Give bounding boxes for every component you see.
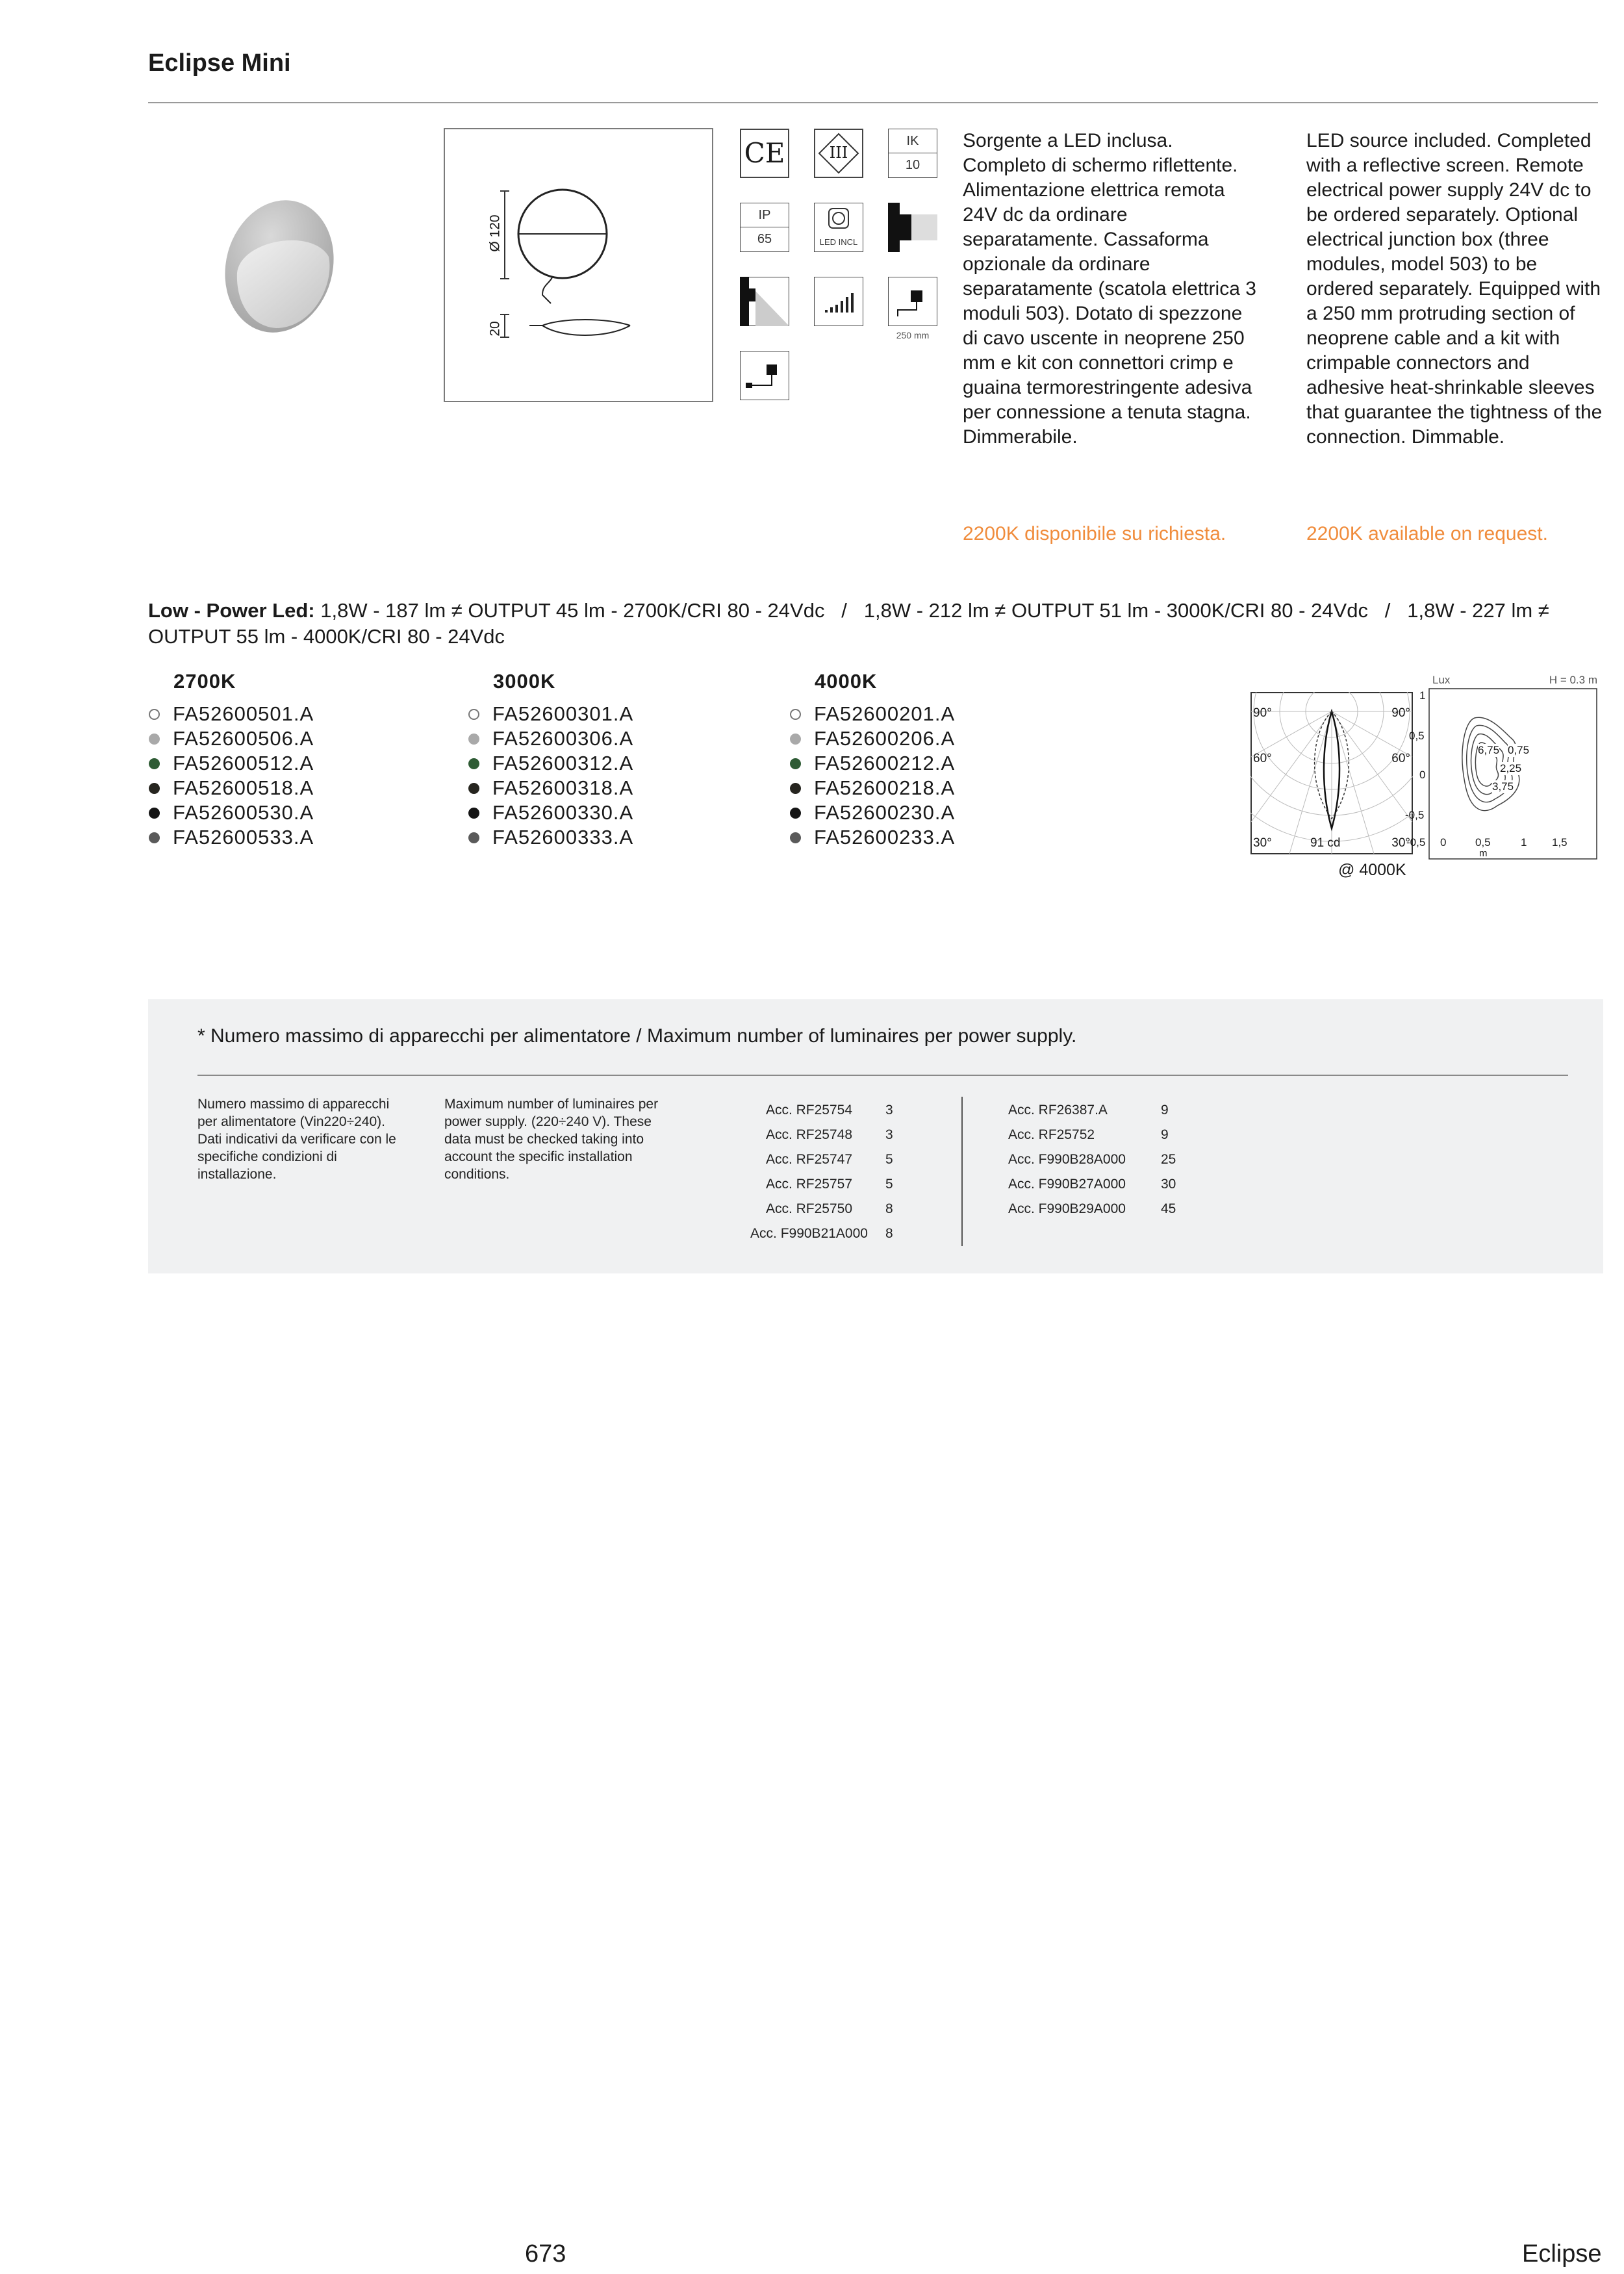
codes-list-2700k — [149, 702, 314, 850]
low-power-specs — [148, 598, 1598, 650]
column-head-3000k: 3000K — [493, 670, 556, 693]
color-swatch-icon — [149, 832, 160, 843]
accessory-quantity: 8 — [885, 1201, 893, 1216]
color-swatch-icon — [149, 783, 160, 794]
codes-list-4000k — [790, 702, 955, 850]
led-included-icon: LED INCL — [814, 203, 863, 252]
color-swatch-icon — [468, 758, 479, 769]
code-label: FA52600333.A — [492, 826, 634, 849]
panel-note: * Numero massimo di apparecchi per alimentatore / Maximum number of luminaires per power supply. — [197, 1025, 1077, 1047]
color-swatch-icon — [149, 758, 160, 769]
accessory-name: Acc. RF25752 — [1008, 1127, 1095, 1142]
polar-diagram — [1250, 692, 1413, 854]
code-item — [790, 702, 955, 726]
code-label: FA52600233.A — [814, 826, 956, 849]
code-label: FA52600230.A — [814, 801, 956, 824]
accessory-name: Acc. RF26387.A — [1008, 1103, 1108, 1118]
color-swatch-icon — [468, 709, 479, 720]
ce-icon: CE — [740, 129, 789, 178]
availability-note-english: 2200K available on request. — [1306, 523, 1548, 544]
accessory-row — [733, 1172, 893, 1197]
code-label: FA52600318.A — [492, 776, 634, 799]
codes-list-3000k — [468, 702, 633, 850]
accessory-list-right — [1008, 1098, 1176, 1221]
accessory-name: Acc. RF25747 — [765, 1152, 853, 1167]
accessory-quantity: 9 — [1161, 1103, 1169, 1118]
accessory-name: Acc. F990B28A000 — [1008, 1152, 1126, 1167]
accessory-list-left — [733, 1098, 893, 1246]
panel-text-english: Maximum number of luminaires per power supply. (220÷240 V). These data must be checked taking into account the specific installation conditions. — [444, 1097, 659, 1182]
photometry-caption: @ 4000K — [1338, 861, 1406, 879]
power-supply-icon — [740, 351, 789, 400]
color-swatch-icon — [149, 734, 160, 745]
accessory-separator — [961, 1097, 963, 1246]
accessory-row — [1008, 1098, 1176, 1123]
cable-icon — [888, 277, 937, 326]
code-item — [468, 776, 633, 800]
accessory-quantity: 30 — [1161, 1177, 1176, 1192]
code-label: FA52600501.A — [173, 702, 314, 725]
availability-note-italian: 2200K disponibile su richiesta. — [963, 523, 1226, 544]
code-label: FA52600301.A — [492, 702, 634, 725]
isolux-y-0: 0 — [1419, 769, 1426, 781]
column-head-4000k: 4000K — [815, 670, 878, 693]
ip-rating-icon: IP 65 — [740, 203, 789, 252]
description-italian: Sorgente a LED inclusa. Completo di schermo riflettente. Alimentazione elettrica remota 24V dc da ordinare separatamente. Cassaforma opzionale da ordinare separatamente (scatola elettrica 3 moduli 503). Dotato di spezzone di cavo uscente in neoprene 250 mm e kit con connettori crimp e guaina termorestringente adesiva per connessione a tenuta stagna. Dimmerabile. — [963, 130, 1256, 448]
ik-rating-icon: IK 10 — [888, 129, 937, 178]
polar-30-left: 30° — [1253, 836, 1272, 850]
column-head-2700k: 2700K — [173, 670, 236, 693]
code-label: FA52600330.A — [492, 801, 634, 824]
accessory-name: Acc. F990B21A000 — [750, 1226, 868, 1241]
polar-60-right: 60° — [1391, 752, 1410, 765]
title-divider — [148, 102, 1598, 103]
code-label: FA52600312.A — [492, 752, 634, 774]
accessory-name: Acc. F990B29A000 — [1008, 1201, 1126, 1216]
accessory-name: Acc. RF25754 — [765, 1103, 853, 1118]
isolux-x-15: 1,5 — [1552, 836, 1567, 849]
code-label: FA52600306.A — [492, 727, 634, 750]
code-item — [790, 776, 955, 800]
code-item — [790, 726, 955, 751]
isolux-contour-675: 6,75 — [1478, 744, 1500, 756]
low-power-text: 1,8W - 187 lm ≠ OUTPUT 45 lm - 2700K/CRI 80 - 24Vdc / 1,8W - 212 lm ≠ OUTPUT 51 lm - 3000K/CRI 80 - 24Vdc / 1,8W - 227 lm ≠ OUTPUT 55 lm - 4000K/CRI 80 - 24Vdc — [148, 599, 1555, 648]
accessory-quantity: 3 — [885, 1127, 893, 1142]
section-name: Eclipse — [1522, 2240, 1602, 2268]
polar-60-left: 60° — [1253, 752, 1272, 765]
accessory-name: Acc. RF25757 — [765, 1177, 853, 1192]
accessory-name: Acc. RF25750 — [765, 1201, 853, 1216]
color-swatch-icon — [790, 832, 801, 843]
color-swatch-icon — [790, 709, 801, 720]
code-label: FA52600530.A — [173, 801, 314, 824]
polar-30-right: 30° — [1391, 836, 1410, 850]
code-label: FA52600518.A — [173, 776, 314, 799]
code-item — [149, 726, 314, 751]
accessory-row — [1008, 1147, 1176, 1172]
accessory-row — [733, 1197, 893, 1221]
page-title: Eclipse Mini — [148, 49, 291, 77]
code-label: FA52600512.A — [173, 752, 314, 774]
code-item — [468, 751, 633, 776]
diameter-label: Ø 120 — [487, 214, 503, 252]
accessory-row — [1008, 1172, 1176, 1197]
isolux-diagram — [1393, 672, 1601, 874]
color-swatch-icon — [790, 734, 801, 745]
color-swatch-icon — [790, 783, 801, 794]
light-emission-icon — [740, 277, 789, 326]
accessory-quantity: 25 — [1161, 1152, 1176, 1167]
accessory-row — [733, 1147, 893, 1172]
low-power-label: Low - Power Led: — [148, 599, 315, 622]
power-supply-panel — [148, 999, 1603, 1273]
code-item — [149, 825, 314, 850]
code-item — [468, 702, 633, 726]
isolux-y-05: 0,5 — [1409, 730, 1425, 742]
isolux-contour-075: 0,75 — [1508, 744, 1530, 756]
code-item — [790, 751, 955, 776]
color-swatch-icon — [468, 783, 479, 794]
isolux-x-0: 0 — [1440, 836, 1447, 849]
product-photo — [214, 188, 344, 344]
color-swatch-icon — [790, 758, 801, 769]
color-swatch-icon — [149, 808, 160, 819]
color-swatch-icon — [790, 808, 801, 819]
accessory-row — [733, 1123, 893, 1147]
description-english: LED source included. Completed with a reflective screen. Remote electrical power supply 24V dc to be ordered separately. Optional electrical junction box (three modules, model 503) to be ordered separately. Equipped with a 250 mm protruding section of neoprene cable and a kit with crimpable connectors and adhesive heat-shrinkable sleeves that guarantee the tightness of the connection. Dimmable. — [1306, 130, 1603, 448]
depth-label: 20 — [487, 321, 503, 337]
accessory-quantity: 9 — [1161, 1127, 1169, 1142]
accessory-quantity: 45 — [1161, 1201, 1176, 1216]
recessed-mount-icon — [888, 203, 937, 252]
code-item — [468, 726, 633, 751]
polar-90-right: 90° — [1391, 706, 1410, 720]
technical-drawing — [444, 128, 713, 402]
accessory-quantity: 3 — [885, 1103, 893, 1118]
accessory-row — [733, 1098, 893, 1123]
accessory-quantity: 5 — [885, 1152, 893, 1167]
code-label: FA52600218.A — [814, 776, 956, 799]
polar-intensity: 91 cd — [1310, 836, 1341, 850]
code-label: FA52600533.A — [173, 826, 314, 849]
panel-divider — [197, 1075, 1568, 1076]
isolux-contour-225: 2,25 — [1500, 762, 1522, 774]
panel-text-italian: Numero massimo di apparecchi per alimentatore (Vin220÷240). Dati indicativi da verificare con le specifiche condizioni di installazione. — [197, 1097, 396, 1182]
code-item — [790, 825, 955, 850]
isolux-x-05: 0,5 — [1475, 836, 1491, 849]
code-item — [149, 800, 314, 825]
code-item — [149, 751, 314, 776]
accessory-quantity: 5 — [885, 1177, 893, 1192]
code-item — [468, 800, 633, 825]
code-item — [149, 776, 314, 800]
cable-length-label: 250 mm — [896, 330, 930, 340]
code-label: FA52600506.A — [173, 727, 314, 750]
isolux-unit: Lux — [1432, 674, 1451, 686]
code-label: FA52600201.A — [814, 702, 956, 725]
code-item — [468, 825, 633, 850]
isolux-contour-375: 3,75 — [1492, 780, 1514, 793]
dimmable-icon — [814, 277, 863, 326]
color-swatch-icon — [149, 709, 160, 720]
accessory-row — [1008, 1197, 1176, 1221]
code-label: FA52600206.A — [814, 727, 956, 750]
accessory-name: Acc. RF25748 — [765, 1127, 853, 1142]
polar-90-left: 90° — [1253, 706, 1272, 720]
isolux-y-1: 1 — [1419, 689, 1426, 702]
color-swatch-icon — [468, 808, 479, 819]
accessory-name: Acc. F990B27A000 — [1008, 1177, 1126, 1192]
accessory-quantity: 8 — [885, 1226, 893, 1241]
isolux-x-unit: m — [1479, 848, 1488, 859]
accessory-row — [1008, 1123, 1176, 1147]
code-item — [790, 800, 955, 825]
isolux-x-m05: -0,5 — [1406, 836, 1426, 849]
isolux-x-1: 1 — [1521, 836, 1527, 849]
color-swatch-icon — [468, 734, 479, 745]
accessory-row — [733, 1221, 893, 1246]
isolux-y-m05: -0,5 — [1405, 809, 1425, 821]
isolux-height: H = 0.3 m — [1549, 674, 1597, 686]
class-iii-icon: III — [814, 129, 863, 178]
color-swatch-icon — [468, 832, 479, 843]
code-item — [149, 702, 314, 726]
page-number: 673 — [525, 2240, 566, 2268]
code-label: FA52600212.A — [814, 752, 956, 774]
